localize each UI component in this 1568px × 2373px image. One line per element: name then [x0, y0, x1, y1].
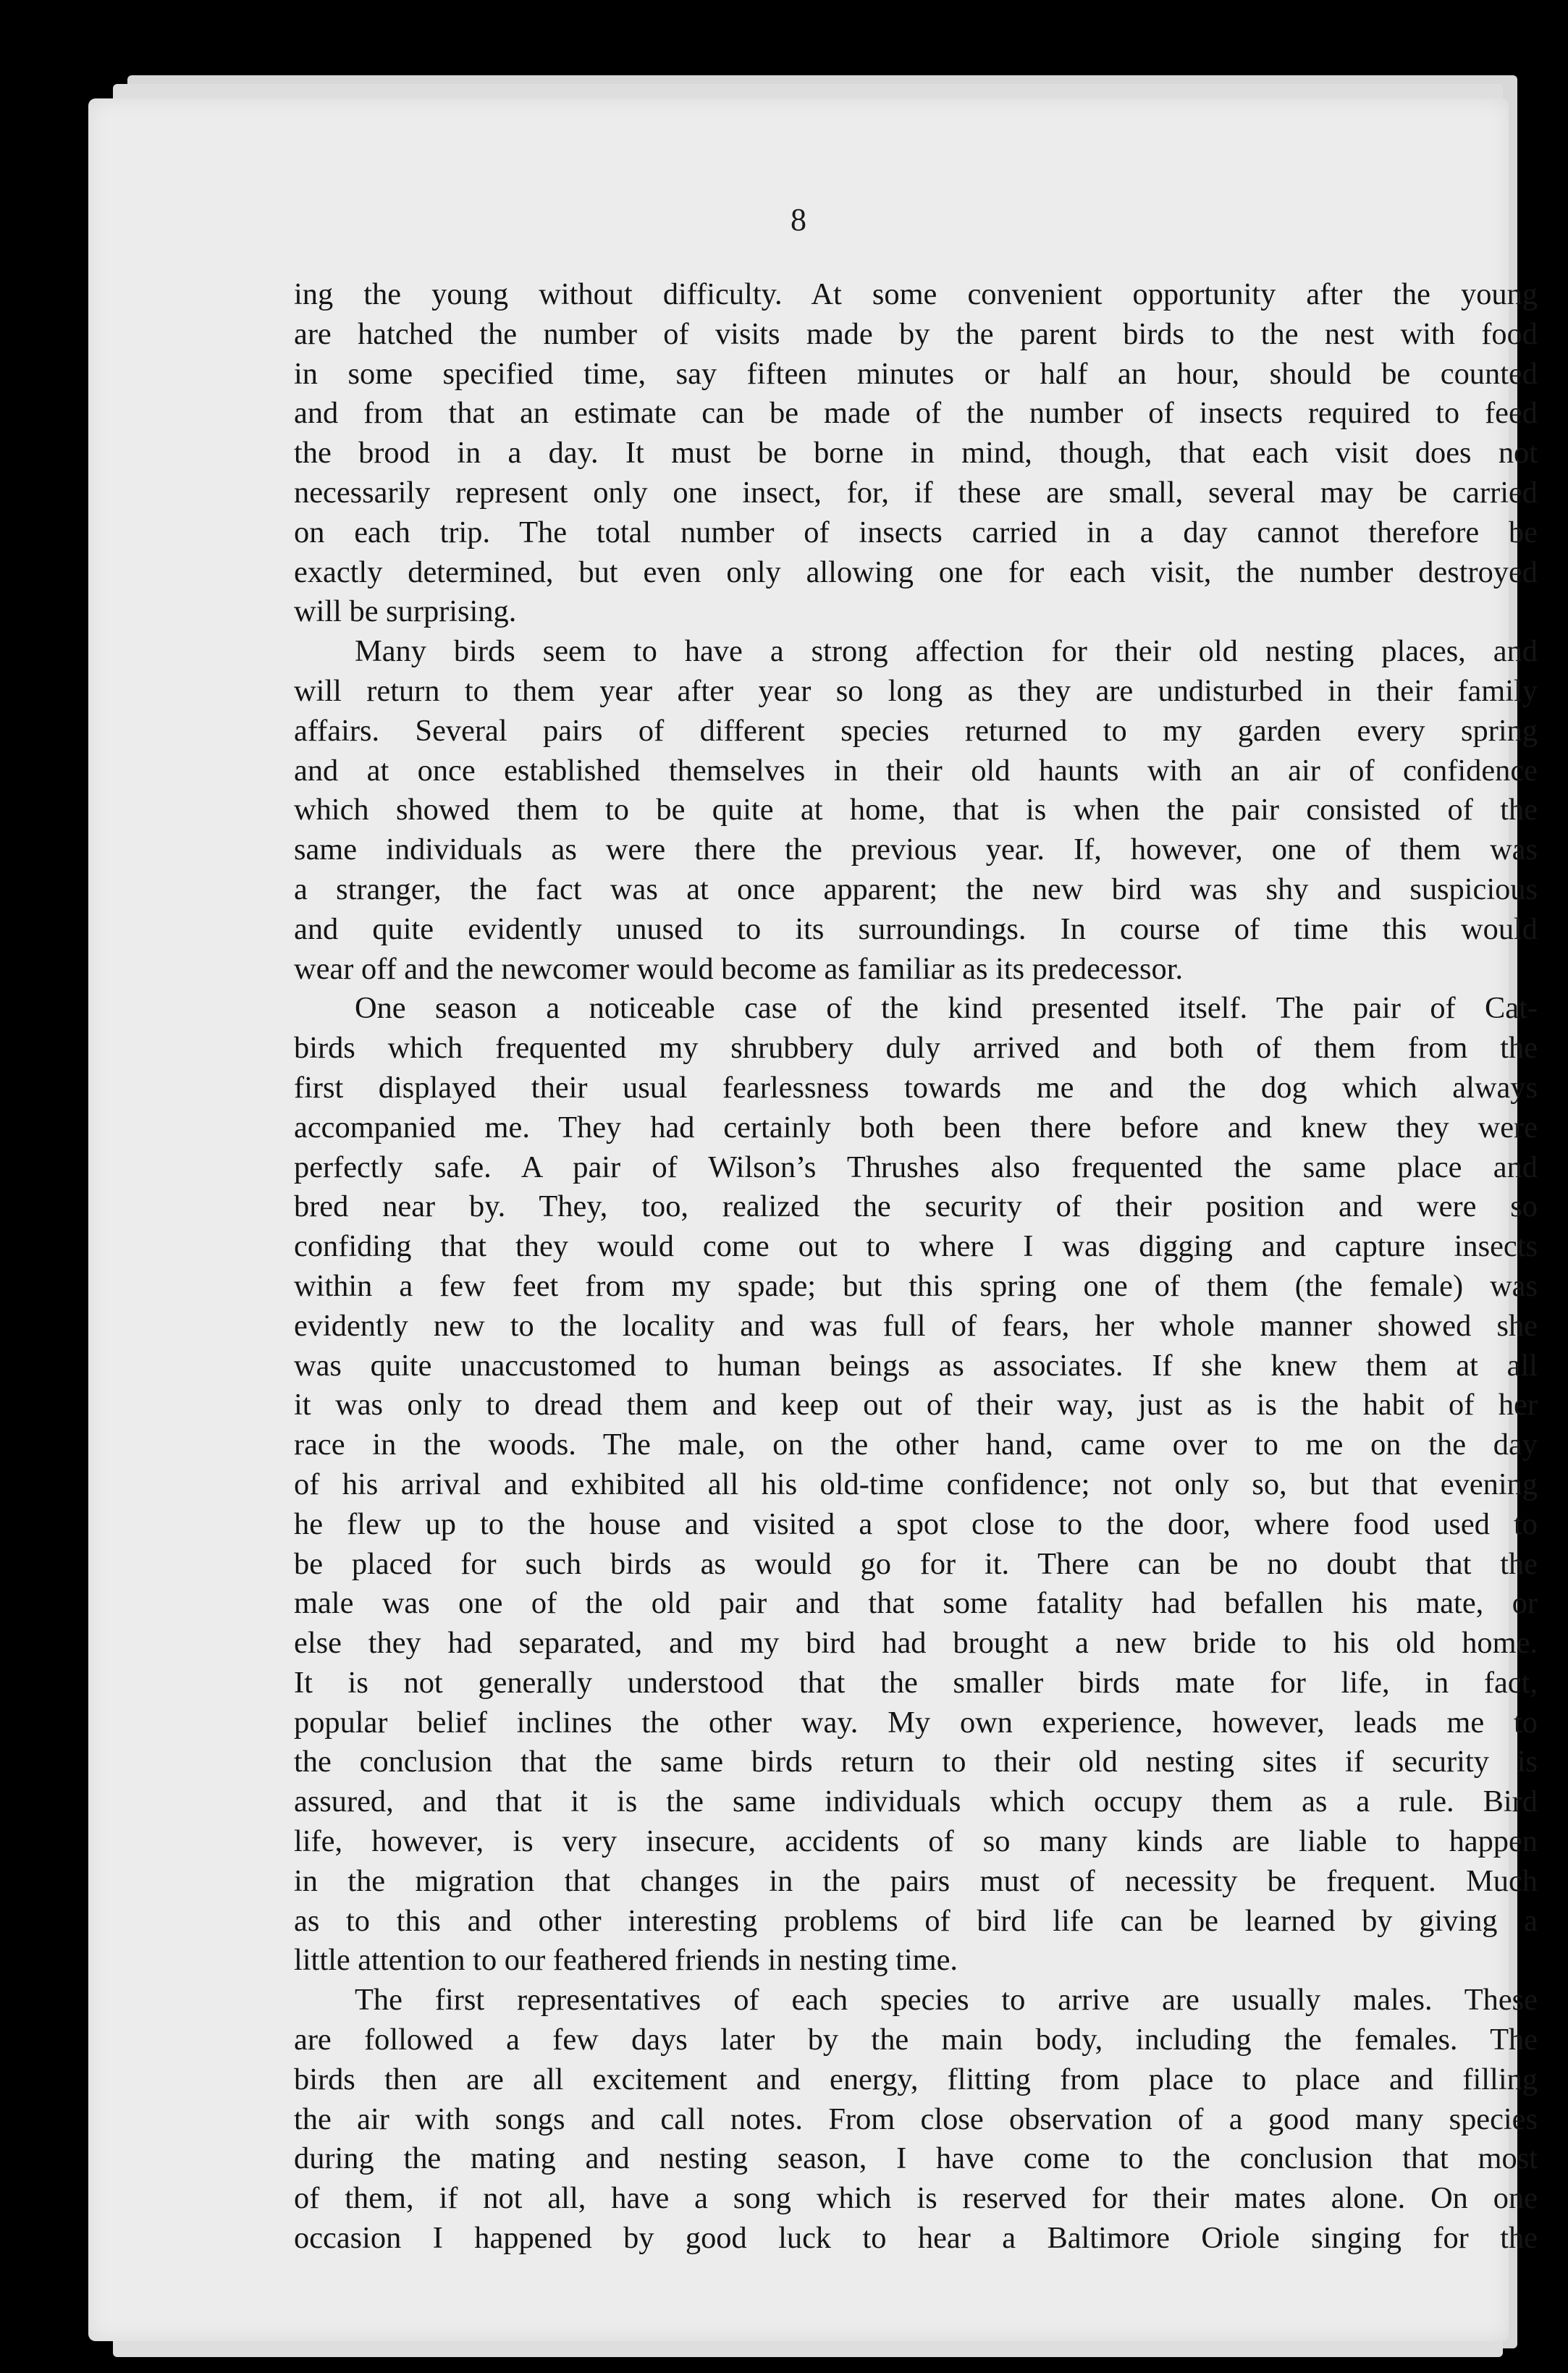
text-line: a stranger, the fact was at once apparent; the new bird was shy and suspicious [294, 872, 1538, 906]
text-line: and quite evidently unused to its surroundings. In course of time this would [294, 911, 1538, 946]
text-line: The first representatives of each species to arrive are usually males. These [355, 1983, 1538, 2018]
text-line: One season a noticeable case of the kind presented itself. The pair of Cat- [355, 991, 1538, 1026]
text-line: will return to them year after year so long as they are undisturbed in their family [294, 673, 1538, 708]
paragraph [294, 275, 1538, 632]
text-line: male was one of the old pair and that some fatality had befallen his mate, or [294, 1586, 1538, 1621]
text-line: It is not generally understood that the smaller birds mate for life, in fact, [294, 1665, 1538, 1700]
text-line: Many birds seem to have a strong affection for their old nesting places, and [355, 634, 1538, 669]
text-line: necessarily represent only one insect, for, if these are small, several may be carried [294, 475, 1538, 510]
text-line: during the mating and nesting season, I have come to the conclusion that most [294, 2141, 1538, 2176]
text-line: ing the young without difficulty. At some convenient opportunity after the young [294, 277, 1538, 311]
text-line: assured, and that it is the same individuals which occupy them as a rule. Bird [294, 1784, 1538, 1819]
text-line: little attention to our feathered friends in nesting time. [294, 1943, 958, 1978]
text-line: as to this and other interesting problems of bird life can be learned by giving a [294, 1903, 1538, 1938]
body-text [294, 275, 1538, 2259]
text-line: birds which frequented my shrubbery duly arrived and both of them from the [294, 1031, 1538, 1066]
text-line: accompanied me. They had certainly both been there before and knew they were [294, 1110, 1538, 1145]
text-line: on each trip. The total number of insects carried in a day cannot therefore be [294, 515, 1538, 549]
text-line: exactly determined, but even only allowing one for each visit, the number destroyed [294, 555, 1538, 589]
text-line: same individuals as were there the previous year. If, however, one of them was [294, 833, 1538, 867]
text-line: affairs. Several pairs of different species returned to my garden every spring [294, 713, 1538, 748]
text-line: are hatched the number of visits made by the parent birds to the nest with food [294, 316, 1538, 351]
text-line: birds then are all excitement and energy, flitting from place to place and filling [294, 2062, 1538, 2096]
paragraph [294, 1981, 1538, 2259]
text-line: confiding that they would come out to where I was digging and capture insects [294, 1229, 1538, 1264]
text-line: and at once established themselves in their old haunts with an air of confidence [294, 753, 1538, 788]
text-line: in the migration that changes in the pairs must of necessity be frequent. Much [294, 1863, 1538, 1898]
paragraph [294, 989, 1538, 1981]
text-line: bred near by. They, too, realized the security of their position and were so [294, 1189, 1538, 1224]
document-page [88, 98, 1538, 2341]
text-line: evidently new to the locality and was full of fears, her whole manner showed she [294, 1308, 1538, 1343]
text-line: and from that an estimate can be made of the number of insects required to feed [294, 396, 1538, 431]
text-line: will be surprising. [294, 594, 517, 629]
text-line: the brood in a day. It must be borne in mind, though, that each visit does not [294, 436, 1538, 471]
text-line: race in the woods. The male, on the other hand, came over to me on the day [294, 1428, 1538, 1462]
text-line: popular belief inclines the other way. My own experience, however, leads me to [294, 1705, 1538, 1740]
page-number: 8 [791, 202, 806, 237]
text-line: was quite unaccustomed to human beings as associates. If she knew them at all [294, 1348, 1538, 1383]
text-line: wear off and the newcomer would become as familiar as its predecessor. [294, 951, 1184, 986]
text-line: in some specified time, say fifteen minutes or half an hour, should be counted [294, 356, 1538, 391]
text-line: within a few feet from my spade; but this spring one of them (the female) was [294, 1268, 1538, 1303]
text-line: it was only to dread them and keep out of their way, just as is the habit of her [294, 1388, 1538, 1422]
text-line: of his arrival and exhibited all his old-time confidence; not only so, but that evening [294, 1467, 1538, 1501]
text-line: the air with songs and call notes. From close observation of a good many species [294, 2102, 1538, 2136]
text-line: he flew up to the house and visited a spot close to the door, where food used to [294, 1506, 1538, 1541]
text-line: be placed for such birds as would go for it. There can be no doubt that the [294, 1546, 1538, 1581]
paragraph [294, 632, 1538, 989]
text-line: perfectly safe. A pair of Wilson’s Thrushes also frequented the same place and [294, 1150, 1538, 1184]
text-line: of them, if not all, have a song which is reserved for their mates alone. On one [294, 2181, 1538, 2216]
text-line: else they had separated, and my bird had brought a new bride to his old home. [294, 1626, 1538, 1661]
text-line: first displayed their usual fearlessness towards me and the dog which always [294, 1070, 1538, 1105]
text-line: the conclusion that the same birds return to their old nesting sites if security is [294, 1745, 1538, 1779]
text-line: are followed a few days later by the main body, including the females. The [294, 2023, 1538, 2057]
text-line: occasion I happened by good luck to hear a Baltimore Oriole singing for the [294, 2221, 1538, 2256]
text-line: life, however, is very insecure, accidents of so many kinds are liable to happen [294, 1824, 1538, 1859]
text-line: which showed them to be quite at home, that is when the pair consisted of the [294, 793, 1538, 827]
